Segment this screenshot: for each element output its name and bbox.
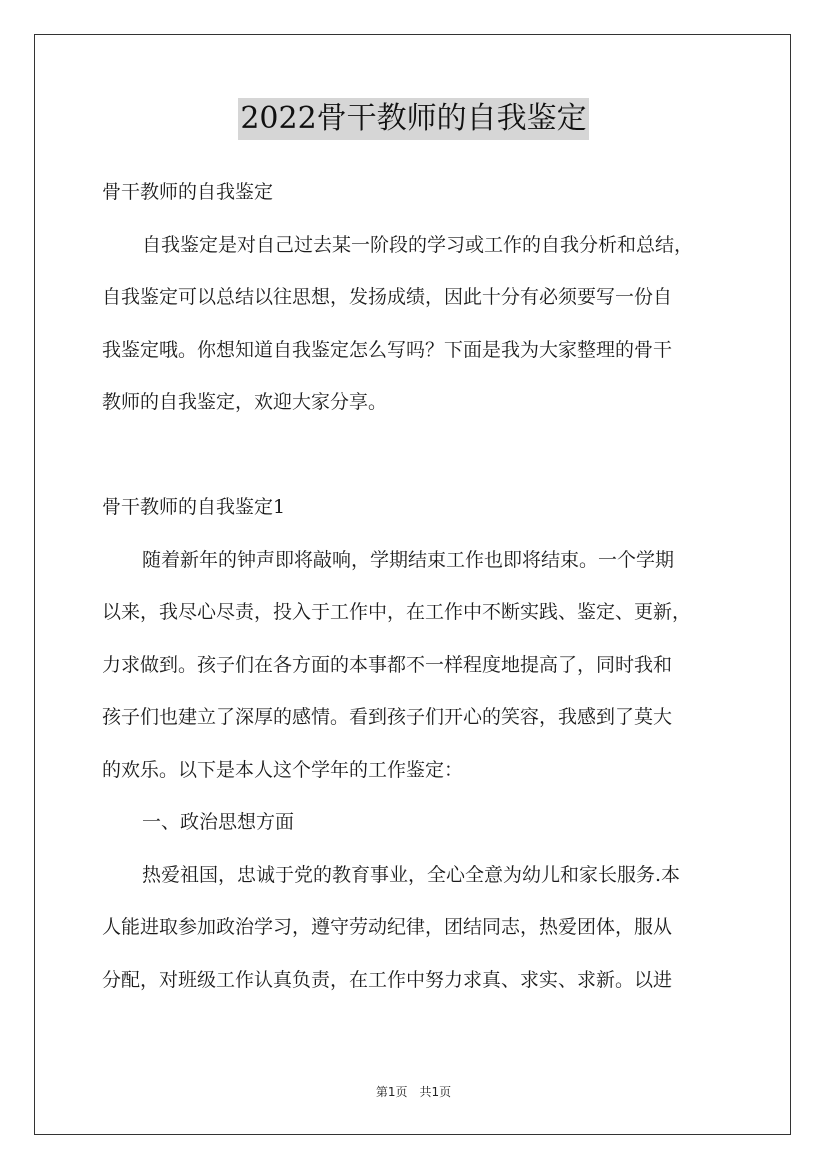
text-line: 热爱祖国，忠诚于党的教育事业，全心全意为幼儿和家长服务.本: [142, 863, 681, 886]
text-line: 骨干教师的自我鉴定1: [102, 496, 286, 518]
document-body: [102, 166, 728, 1006]
text-line: 自我鉴定可以总结以往思想，发扬成绩，因此十分有必须要写一份自: [102, 286, 673, 308]
title-area: [0, 98, 827, 140]
page-footer: [0, 1083, 827, 1100]
text-line: 的欢乐。以下是本人这个学年的工作鉴定：: [102, 758, 464, 781]
text-line: 骨干教师的自我鉴定: [102, 181, 274, 203]
text-line: 我鉴定哦。你想知道自我鉴定怎么写吗？下面是我为大家整理的骨干: [102, 338, 673, 361]
text-line: 力求做到。孩子们在各方面的本事都不一样程度地提高了，同时我和: [102, 653, 673, 676]
page-number: 第1页: [375, 1085, 408, 1099]
blank-line: [102, 429, 728, 482]
text-line: 随着新年的钟声即将敲响，学期结束工作也即将结束。一个学期: [142, 548, 675, 571]
text-line: 分配，对班级工作认真负责，在工作中努力求真、求实、求新。以进: [102, 968, 673, 991]
text-line: 一、政治思想方面: [142, 811, 295, 833]
text-line: 人能进取参加政治学习，遵守劳动纪律，团结同志，热爱团体，服从: [102, 916, 673, 938]
text-line: 自我鉴定是对自己过去某一阶段的学习或工作的自我分析和总结，: [142, 233, 694, 256]
page-total: 共1页: [419, 1085, 452, 1099]
document-title: 2022骨干教师的自我鉴定: [238, 98, 588, 140]
text-line: 以来，我尽心尽责，投入于工作中，在工作中不断实践、鉴定、更新，: [102, 601, 692, 623]
text-line: 孩子们也建立了深厚的感情。看到孩子们开心的笑容，我感到了莫大: [102, 706, 673, 728]
text-line: 教师的自我鉴定，欢迎大家分享。: [102, 391, 388, 413]
